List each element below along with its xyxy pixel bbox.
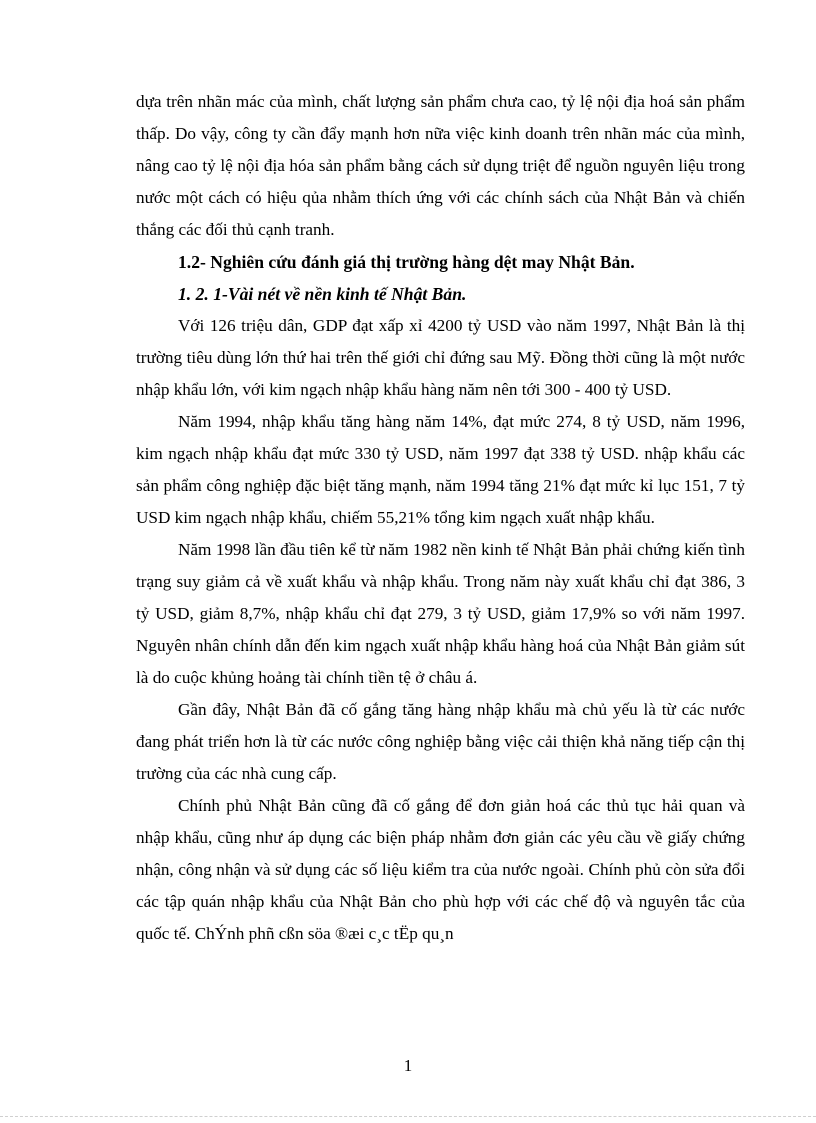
- page-bottom-divider: [0, 1116, 816, 1117]
- paragraph-continuation: dựa trên nhãn mác của mình, chất lượng sản phẩm chưa cao, tỷ lệ nội địa hoá sản phẩm thấp. Do vậy, công ty cần đẩy mạnh hơn nữa việc kinh doanh trên nhãn mác của mình, nâng cao tỷ lệ nội địa hóa sản phẩm bằng cách sử dụng triệt để nguồn nguyên liệu trong nước một cách có hiệu qủa nhằm thích ứng với các chính sách của Nhật Bản và chiến thắng các đối thủ cạnh tranh.: [136, 92, 745, 239]
- page-number: 1: [403, 1056, 413, 1075]
- paragraph-gdp: Với 126 triệu dân, GDP đạt xấp xỉ 4200 tỷ USD vào năm 1997, Nhật Bản là thị trường tiêu dùng lớn thứ hai trên thế giới chỉ đứng sau Mỹ. Đồng thời cũng là một nước nhập khẩu lớn, với kim ngạch nhập khẩu hàng năm nên tới 300 - 400 tỷ USD.: [136, 316, 745, 399]
- paragraph-imports-1994: Năm 1994, nhập khẩu tăng hàng năm 14%, đạt mức 274, 8 tỷ USD, năm 1996, kim ngạch nhập khẩu đạt mức 330 tỷ USD, năm 1997 đạt 338 tỷ USD. nhập khẩu các sản phẩm công nghiệp đặc biệt tăng mạnh, năm 1994 tăng 21% đạt mức kỉ lục 151, 7 tỷ USD kim ngạch nhập khẩu, chiếm 55,21% tổng kim ngạch xuất nhập khẩu.: [136, 412, 745, 527]
- paragraph-government-policy: Chính phủ Nhật Bản cũng đã cố gắng để đơn giản hoá các thủ tục hải quan và nhập khẩu, cũng như áp dụng các biện pháp nhằm đơn giản các yêu cầu về giấy chứng nhận, công nhận và sử dụng các số liệu kiểm tra của nước ngoài. Chính phủ còn sửa đổi các tập quán nhập khẩu của Nhật Bản cho phù hợp với các chế độ và nguyên tắc của quốc tế. ChÝnh phñ cßn söa ®æi c¸c tËp qu¸n: [136, 796, 745, 943]
- subsection-heading: 1. 2. 1-Vài nét về nền kinh tế Nhật Bản.: [178, 284, 467, 304]
- section-heading: 1.2- Nghiên cứu đánh giá thị trường hàng dệt may Nhật Bản.: [178, 252, 635, 272]
- paragraph-1998-decline: Năm 1998 lần đầu tiên kể từ năm 1982 nền kinh tế Nhật Bản phải chứng kiến tình trạng suy giảm cả về xuất khẩu và nhập khẩu. Trong năm này xuất khẩu chỉ đạt 386, 3 tỷ USD, giảm 8,7%, nhập khẩu chỉ đạt 279, 3 tỷ USD, giảm 17,9% so với năm 1997. Nguyên nhân chính dẫn đến kim ngạch xuất nhập khẩu hàng hoá của Nhật Bản giảm sút là do cuộc khủng hoảng tài chính tiền tệ ở châu á.: [136, 540, 745, 687]
- page-body: [136, 86, 745, 950]
- paragraph-recent-imports: Gần đây, Nhật Bản đã cố gắng tăng hàng nhập khẩu mà chủ yếu là từ các nước đang phát triển hơn là từ các nước công nghiệp bằng việc cải thiện khả năng tiếp cận thị trường của các nhà cung cấp.: [136, 700, 745, 783]
